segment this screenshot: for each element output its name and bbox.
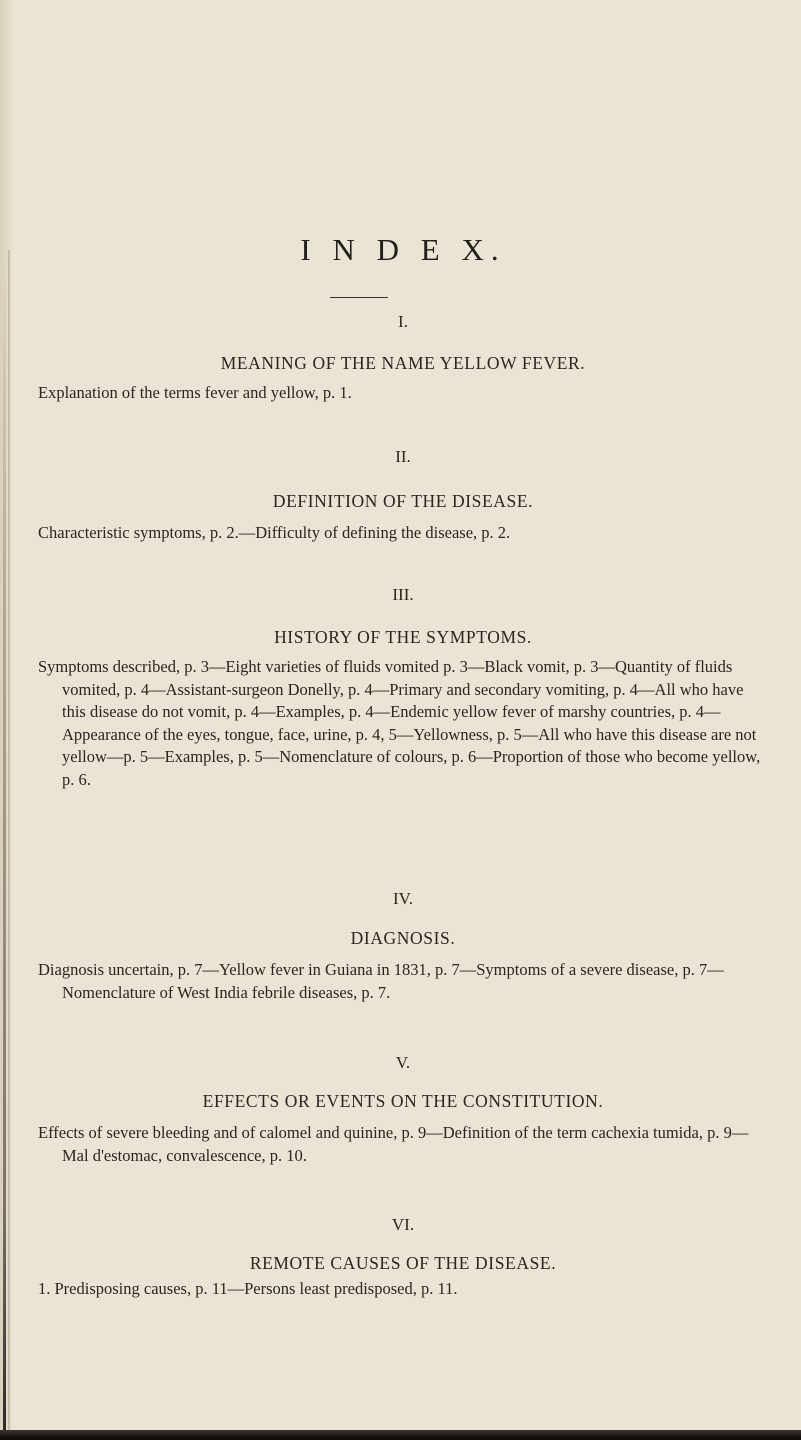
index-section-3 xyxy=(38,584,768,791)
index-section-5 xyxy=(38,1052,768,1167)
section-heading: EFFECTS OR EVENTS ON THE CONSTITUTION. xyxy=(202,1091,604,1111)
section-numeral: VI. xyxy=(391,1215,415,1234)
page-title: I N D E X. xyxy=(300,232,506,267)
section-numeral: IV. xyxy=(393,889,413,908)
index-section-2 xyxy=(38,446,768,545)
section-entries: Symptoms described, p. 3—Eight varieties of fluids vomited p. 3—Black vomit, p. 3—Quantity of fluids vomited, p. 4—Assistant-surgeon Donelly, p. 4—Primary and secondary vomiting, p. 4—All who have this disease do not vomit, p. 4—Examples, p. 4—Endemic yellow fever of marshy countries, p. 4—Appearance of the eyes, tongue, face, urine, p. 4, 5—Yellowness, p. 5—All who have this disease are not yellow—p. 5—Examples, p. 5—Nomenclature of colours, p. 6—Proportion of those who become yellow, p. 6. xyxy=(38,657,761,789)
section-entries: Characteristic symptoms, p. 2.—Difficulty of defining the disease, p. 2. xyxy=(38,523,511,542)
section-heading: DEFINITION OF THE DISEASE. xyxy=(272,491,534,511)
section-entries: Diagnosis uncertain, p. 7—Yellow fever in Guiana in 1831, p. 7—Symptoms of a severe disease, p. 7—Nomenclature of West India febrile diseases, p. 7. xyxy=(38,960,724,1002)
section-numeral: V. xyxy=(395,1053,411,1072)
section-heading: DIAGNOSIS. xyxy=(350,928,456,948)
section-numeral: II. xyxy=(395,447,411,466)
section-entries: 1. Predisposing causes, p. 11—Persons least predisposed, p. 11. xyxy=(38,1279,458,1298)
scan-bottom-edge xyxy=(0,1430,801,1440)
title-divider xyxy=(330,297,388,298)
section-entries: Effects of severe bleeding and of calomel and quinine, p. 9—Definition of the term cachexia tumida, p. 9—Mal d'estomac, convalescence, p. 10. xyxy=(38,1123,749,1165)
page-binding-edge xyxy=(0,0,14,1440)
section-entries: Explanation of the terms fever and yellow, p. 1. xyxy=(38,383,352,402)
section-numeral: I. xyxy=(398,312,408,331)
section-numeral: III. xyxy=(392,585,414,604)
section-heading: MEANING OF THE NAME YELLOW FEVER. xyxy=(220,353,586,373)
section-heading: REMOTE CAUSES OF THE DISEASE. xyxy=(249,1253,557,1273)
index-section-4 xyxy=(38,888,768,1004)
index-section-1 xyxy=(38,311,768,405)
section-heading: HISTORY OF THE SYMPTOMS. xyxy=(274,627,532,647)
index-section-6 xyxy=(38,1214,768,1301)
